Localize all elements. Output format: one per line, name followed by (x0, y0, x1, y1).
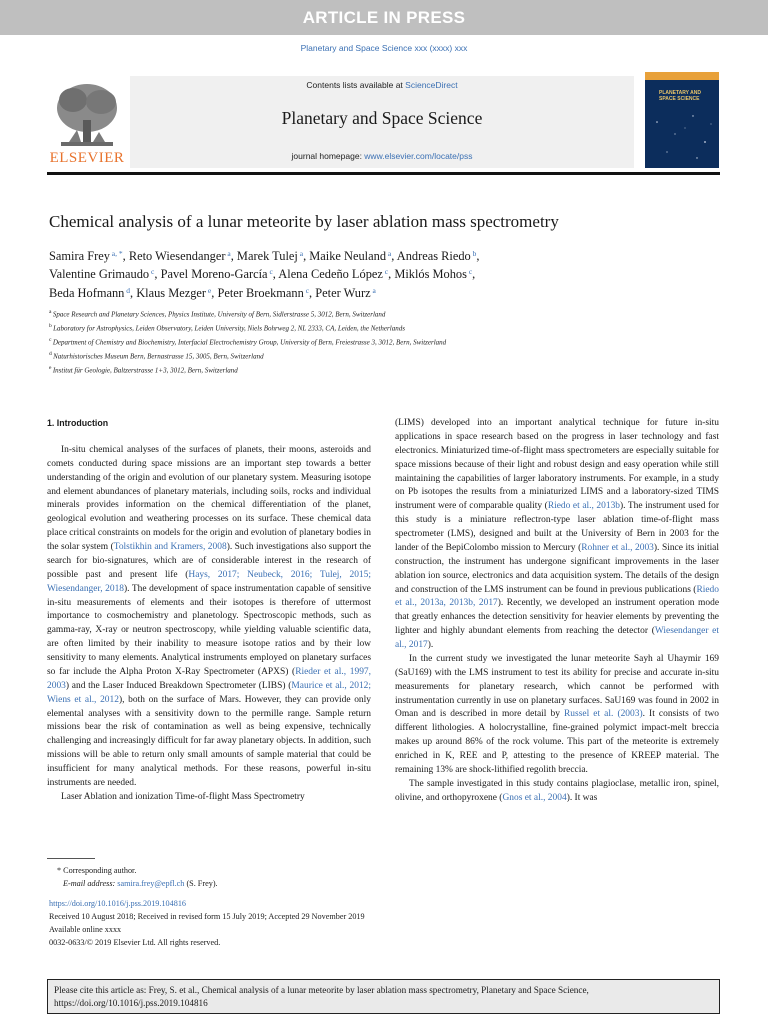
author-affiliation-mark[interactable]: e (206, 285, 212, 295)
homepage-prefix: journal homepage: (291, 151, 365, 161)
citation-link[interactable]: Hays, 2017; Neubeck, 2016; Tulej, 2015; Wiesendanger, 2018 (47, 569, 371, 594)
body-text: ). Such investigations also support the search for bio-signatures, which are of considerable interest in the research of possible past and present life ( (47, 542, 371, 580)
homepage-line (130, 151, 634, 161)
contents-line (130, 80, 634, 90)
section-heading: 1. Introduction (47, 418, 109, 428)
footnote-separator (47, 858, 95, 859)
author-name[interactable]: Maike Neuland (309, 249, 387, 263)
affiliation-mark: d (49, 350, 54, 357)
author-affiliation-mark[interactable]: c (267, 267, 273, 277)
affiliation-mark: c (49, 336, 53, 343)
affiliation-mark: a (49, 309, 53, 315)
author-affiliation-mark[interactable]: c (149, 267, 155, 277)
author-list: Samira Frey $^{a, *}$, Reto Wiesendanger $^a$, Marek Tulej $^a$, Maike Neuland $^a$, Andreas Riedo $^b$, Valentine Grimaudo $^c$, Pavel Moreno-García $^c$, Alena Cedeño López $^c$, Miklós Mohos $^c$, Beda Hofmann $^d$, Klaus Mezger $^e$, Peter Broekmann $^c$, Peter Wurz $^a$ (49, 249, 480, 300)
author-name[interactable]: Reto Wiesendanger (128, 249, 226, 263)
author-name[interactable]: Miklós Mohos (394, 267, 467, 282)
author-name[interactable]: Andreas Riedo (396, 249, 471, 263)
intro-paragraph-5 (395, 778, 719, 806)
email-link[interactable]: samira.frey@epfl.ch (117, 878, 185, 888)
citation-link[interactable]: Rohner et al., 2003 (581, 542, 654, 553)
received-dates: Received 10 August 2018; Received in revised form 15 July 2019; Accepted 29 November 2019 (49, 911, 365, 921)
article-in-press-banner: ARTICLE IN PRESS (0, 0, 768, 35)
author-name[interactable]: Peter Broekmann (217, 285, 304, 300)
copyright-line: 0032-0633/© 2019 Elsevier Ltd. All rights reserved. (49, 937, 221, 947)
available-online: Available online xxxx (49, 924, 122, 934)
citation-link[interactable]: Maurice et al., 2012; Wiens et al., 2012 (47, 680, 371, 705)
doi-link[interactable]: https://doi.org/10.1016/j.pss.2019.104816 (49, 899, 187, 908)
cover-title: PLANETARY AND SPACE SCIENCE (659, 90, 701, 102)
homepage-link[interactable]: www.elsevier.com/locate/pss (364, 151, 473, 161)
author-name[interactable]: Samira Frey (49, 249, 110, 263)
author-name[interactable]: Pavel Moreno-García (160, 267, 268, 282)
body-text: ). Since its initial construction, the instrument has undergone significant improvements in the laser ablation ion source, electronics and data acquisition system. The details of the design and construction of the LMS instrument can be found in previous publications ( (395, 542, 719, 595)
masthead-rule (47, 172, 720, 175)
author-affiliation-mark[interactable]: a, * (109, 249, 123, 258)
intro-paragraph-1 (47, 444, 371, 791)
author-affiliation-mark[interactable]: a (370, 285, 376, 295)
journal-cover-image[interactable] (645, 72, 719, 168)
body-text: ) and the Laser Induced Breakdown Spectrometer (LIBS) ( (65, 680, 292, 691)
body-text: ). It was (566, 792, 598, 803)
body-column-left (47, 417, 371, 805)
body-text: In the current study we investigated the lunar meteorite Sayh al Uhaymir 169 (SaU169) with the LMS instrument to test its ability for precise and accurate in-situ measurements for planetary research, which cannot be performed with instrumentation currently in use on planetary surfaces. SaU169 was found in 2002 in Oman and is described in more detail by (395, 653, 719, 720)
article-title: Chemical analysis of a lunar meteorite by laser ablation mass spectrometry (49, 212, 559, 231)
body-text: ). Recently, we developed an instrument operation mode that greatly enhances the detection sensitivity for heavier elements by preventing the lighter and highly abundant elements from reaching the detector ( (395, 598, 720, 637)
contents-prefix: Contents lists available at (306, 80, 406, 90)
body-text: ). The instrument used for this study is a miniature reflectron-type laser ablation time-of-flight mass spectrometer (LMS), designed and built at the University of Bern in 2003 for the lander of the BepiColombo mission to Mercury ( (395, 501, 719, 553)
citation-box: Please cite this article as: Frey, S. et al., Chemical analysis of a lunar meteorite by laser ablation mass spectrometry, Planetary and Space Science, https://doi.org/10.1016/j.pss.2019.104816 (47, 979, 720, 1014)
affiliation-item (49, 335, 719, 349)
email-label: E-mail address: (63, 878, 118, 888)
body-text: The sample investigated in this study contains plagioclase, metallic iron, spinel, olivine, and orthopyroxene ( (395, 778, 719, 803)
elsevier-wordmark: ELSEVIER (49, 150, 125, 166)
citation-link[interactable]: Riedo et al., 2013b (547, 501, 621, 512)
affiliation-list (49, 307, 719, 377)
body-text: ). (427, 640, 434, 650)
citation-link[interactable]: Wiesendanger et al., 2017 (395, 626, 719, 650)
body-text: In-situ chemical analyses of the surfaces of planets, their moons, asteroids and comets conducted during space missions are an important step towards a better understanding of the origin and evolution of our planetary system. Measuring isotope and element abundances of planetary materials, including soils, rocks and individual minerals provides information on the chemical differentiation of the planet, geological evolution and weathering processes on its surface. These chemical data place critical constraints on models for the origin and evolution of planetary bodies in the solar system ( (47, 444, 371, 552)
body-text: ). The development of space instrumentation capable of sensitive in-situ measurements of elements and their isotopes is therefore of uttermost importance to cosmochemistry and planetology. Spectroscopic methods, such as gamma-ray, X-ray or neutron spectroscopy, while yielding valuable scientific data, are often limited by their inability to measure isotope ratios and by their low sensitivity to many elements. Analytical instruments employed on planetary surfaces so far include the Alpha Proton X-Ray Spectrometer (APXS) ( (47, 583, 371, 677)
citation-link[interactable]: Rieder et al., 1997, 2003 (47, 666, 372, 691)
citation-link[interactable]: Riedo et al., 2013a, 2013b, 2017 (395, 584, 719, 609)
intro-paragraph-2: Laser Ablation and ionization Time-of-flight Mass Spectrometry (61, 791, 305, 802)
affiliation-text: Naturhistorisches Museum Bern, Bernastrasse 15, 3005, Bern, Switzerland (53, 352, 264, 361)
author-name[interactable]: Peter Wurz (315, 285, 371, 300)
affiliation-item (49, 349, 719, 363)
body-text: (LIMS) developed into an important analytical technique for future in-situ applications in space research based on the progress in laser technology and fast electronics. Miniaturized time-of-flight mass spectrometers are especially suitable for space missions because of their light and robust design and easy operation while still maintaining the capabilities of larger laboratory instruments. For example, in a study on Pb isotopes the results from a miniaturized LIMS and a laboratory-sized TIMS instrument were of comparable quality ( (395, 418, 719, 512)
author-affiliation-mark[interactable]: a (386, 249, 392, 258)
author-affiliation-mark[interactable]: c (382, 267, 389, 277)
author-affiliation-mark[interactable]: b (470, 249, 477, 258)
cover-starfield-icon (645, 72, 719, 168)
intro-paragraph-4 (395, 653, 719, 778)
body-text: ), both on the surface of Mars. However, they can provide only elemental analyses with a sensitivity down to the permille range. Sample return missions bear the risk of contamination as well as being expensive, technically challenging and increasingly difficult for far away planetary objects. In addition, such missions will be able to return only small amounts of sample material that could be insufficient for many analytical methods. For these reasons, powerful in-situ instruments are needed. (47, 694, 371, 788)
affiliation-mark: b (49, 322, 54, 329)
journal-reference[interactable]: Planetary and Space Science xxx (xxxx) xxx (300, 43, 468, 53)
affiliation-text: Institut für Geologie, Baltzerstrasse 1+3, 3012, Bern, Switzerland (52, 366, 238, 375)
author-name[interactable]: Valentine Grimaudo (49, 267, 150, 282)
email-suffix: (S. Frey). (184, 878, 218, 888)
affiliation-item (49, 321, 719, 335)
author-affiliation-mark[interactable]: d (124, 285, 130, 295)
body-column-right (395, 417, 719, 806)
affiliation-item (49, 307, 719, 321)
affiliation-text: Laboratory for Astrophysics, Leiden Observatory, Leiden University, Niels Bohrweg 2, NL 2333, CA, Leiden, the Netherlands (53, 324, 405, 333)
author-affiliation-mark[interactable]: c (303, 285, 310, 295)
affiliation-item (49, 363, 719, 377)
author-affiliation-mark[interactable]: c (466, 267, 473, 277)
corresponding-author-note: * Corresponding author. (57, 866, 137, 875)
email-line (49, 878, 719, 891)
footnotes (49, 865, 719, 891)
author-name[interactable]: Marek Tulej (236, 249, 298, 263)
author-name[interactable]: Alena Cedeño López (278, 267, 383, 282)
author-name[interactable]: Klaus Mezger (136, 285, 207, 300)
author-affiliation-mark[interactable]: a (225, 249, 231, 258)
citation-link[interactable]: Gnos et al., 2004 (502, 792, 567, 803)
citation-link[interactable]: Tolstikhin and Kramers, 2008 (113, 542, 227, 552)
sciencedirect-link[interactable]: ScienceDirect (405, 80, 458, 90)
affiliation-text: Department of Chemistry and Biochemistry, Interfacial Electrochemistry Group, University of Bern, Freiestrasse 3, 3012, Bern, Switzerland (52, 338, 447, 347)
author-name[interactable]: Beda Hofmann (49, 285, 125, 300)
author-affiliation-mark[interactable]: a (297, 249, 304, 258)
intro-paragraph-3 (395, 417, 719, 653)
body-text: . It consists of two different lithologies. A holocrystalline, fine-grained polymict impact-melt breccia makes up around 86% of the rock volume. This part of the meteorite is extremely enriched in K, REE and P, attesting to the presence of KREEP material. The remaining 13% are shock-lithified regolith breccia. (395, 709, 720, 775)
affiliation-text: Space Research and Planetary Sciences, Physics Institute, University of Bern, Sidlerstrasse 5, 3012, Bern, Switzerland (52, 310, 386, 319)
citation-link[interactable]: Russel et al. (2003) (564, 709, 643, 720)
journal-title: Planetary and Space Science (281, 108, 483, 128)
affiliation-mark: e (49, 364, 53, 371)
publication-info (49, 898, 719, 950)
